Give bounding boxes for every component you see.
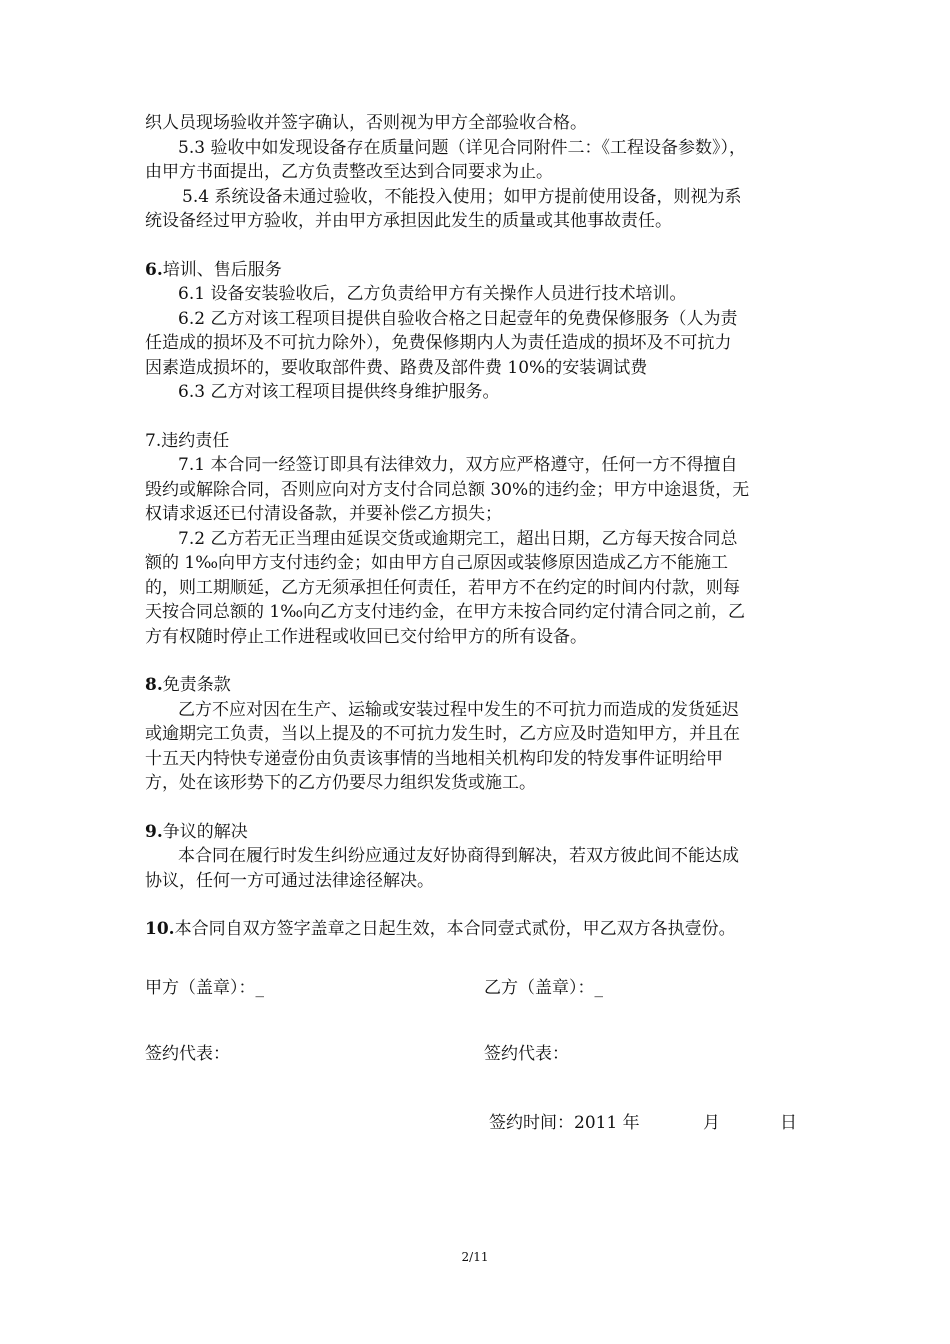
section9-title: 争议的解决	[162, 821, 248, 842]
clause-6-2-line1: 6.2 乙方对该工程项目提供自验收合格之日起壹年的免费保修服务（人为责	[178, 308, 738, 329]
section10-number: 10.	[145, 919, 175, 939]
section9-heading	[145, 820, 825, 845]
clause-5-4-line2: 统设备经过甲方验收，并由甲方承担因此发生的质量或其他事故责任。	[145, 211, 672, 231]
section9-line1: 本合同在履行时发生纠纷应通过友好协商得到解决，若双方彼此间不能达成	[178, 846, 739, 866]
signing-date-label: 签约时间：2011 年	[489, 1112, 640, 1133]
seal-row	[145, 976, 825, 1000]
section8-title: 免责条款	[162, 675, 231, 695]
spacer	[145, 1066, 825, 1111]
party-b-seal-label: 乙方（盖章）：_	[484, 977, 603, 998]
signing-date-row	[145, 1111, 825, 1135]
clause-7-2-line5: 方有权随时停止工作进程或收回已交付给甲方的所有设备。	[145, 626, 587, 647]
clause-7-1-line3: 权请求返还已付清设备款，并要补偿乙方损失；	[145, 504, 502, 524]
spacer	[145, 649, 825, 673]
spacer	[145, 942, 825, 976]
section8-number: 8.	[145, 675, 163, 695]
page-number: 2/11	[461, 1250, 489, 1264]
party-b-representative-label: 签约代表：	[484, 1043, 569, 1064]
section8-line3: 十五天内特快专递壹份由负责该事情的当地相关机构印发的特发事件证明给甲	[145, 748, 723, 769]
clause-7-2-line3: 的，则工期顺延，乙方无须承担任何责任，若甲方不在约定的时间内付款，则每	[145, 577, 740, 598]
section8-heading	[145, 673, 825, 698]
clause-6-2-line2: 任造成的损坏及不可抗力除外），免费保修期内人为责任造成的损坏及不可抗力	[145, 333, 732, 353]
clause-7-2-line4: 天按合同总额的 1‰向乙方支付违约金，在甲方未按合同约定付清合同之前，乙	[145, 602, 746, 622]
clause-6-3: 6.3 乙方对该工程项目提供终身维护服务。	[178, 382, 500, 402]
party-a-representative-label: 签约代表：	[145, 1043, 230, 1064]
clause-5-3-line1: 5.3 验收中如发现设备存在质量问题（详见合同附件二：《工程设备参数》），	[178, 137, 746, 158]
spacer	[145, 893, 825, 917]
clause-7-2-line1: 7.2 乙方若无正当理由延误交货或逾期完工，超出日期，乙方每天按合同总	[178, 528, 738, 549]
signing-date-month: 月	[703, 1112, 720, 1133]
section7-number: 7.	[145, 430, 162, 451]
clause-7-2-line2: 额的 1‰向甲方支付违约金；如由甲方自己原因或装修原因造成乙方不能施工	[145, 553, 729, 573]
clause-5-4-line1: 5.4 系统设备未通过验收，不能投入使用；如甲方提前使用设备，则视为系	[182, 186, 742, 207]
signing-date-day: 日	[780, 1112, 797, 1133]
section10-clause	[145, 917, 825, 942]
section5-continuation: 织人员现场验收并签字确认，否则视为甲方全部验收合格。	[145, 113, 587, 133]
representative-row	[145, 1042, 825, 1066]
section8-line1: 乙方不应对因在生产、运输或安装过程中发生的不可抗力而造成的发货延迟	[178, 699, 739, 720]
section6-heading	[145, 258, 825, 283]
spacer	[145, 1000, 825, 1042]
contract-body	[145, 111, 825, 1135]
spacer	[145, 405, 825, 429]
section7-heading	[145, 429, 825, 454]
party-a-seal-label: 甲方（盖章）：_	[145, 977, 264, 998]
section8-line4: 方，处在该形势下的乙方仍要尽力组织发货或施工。	[145, 773, 536, 793]
spacer	[145, 234, 825, 258]
section6-number: 6.	[145, 259, 163, 280]
clause-6-1: 6.1 设备安装验收后，乙方负责给甲方有关操作人员进行技术培训。	[178, 284, 687, 304]
section6-title: 培训、售后服务	[162, 259, 282, 280]
clause-5-3-line2: 由甲方书面提出，乙方负责整改至达到合同要求为止。	[145, 162, 553, 182]
section10-text: 本合同自双方签字盖章之日起生效，本合同壹式贰份，甲乙双方各执壹份。	[174, 919, 736, 939]
section7-title: 违约责任	[161, 430, 230, 451]
section9-line2: 协议，任何一方可通过法律途径解决。	[145, 870, 434, 891]
clause-7-1-line2: 毁约或解除合同，否则应向对方支付合同总额 30%的违约金；甲方中途退货，无	[145, 479, 750, 500]
spacer	[145, 796, 825, 820]
clause-6-2-line3: 因素造成损坏的，要收取部件费、路费及部件费 10%的安装调试费	[145, 357, 648, 378]
clause-7-1-line1: 7.1 本合同一经签订即具有法律效力，双方应严格遵守，任何一方不得擅自	[178, 455, 738, 475]
section8-line2: 或逾期完工负责，当以上提及的不可抗力发生时，乙方应及时造知甲方，并且在	[145, 724, 740, 744]
section9-number: 9.	[145, 821, 163, 842]
